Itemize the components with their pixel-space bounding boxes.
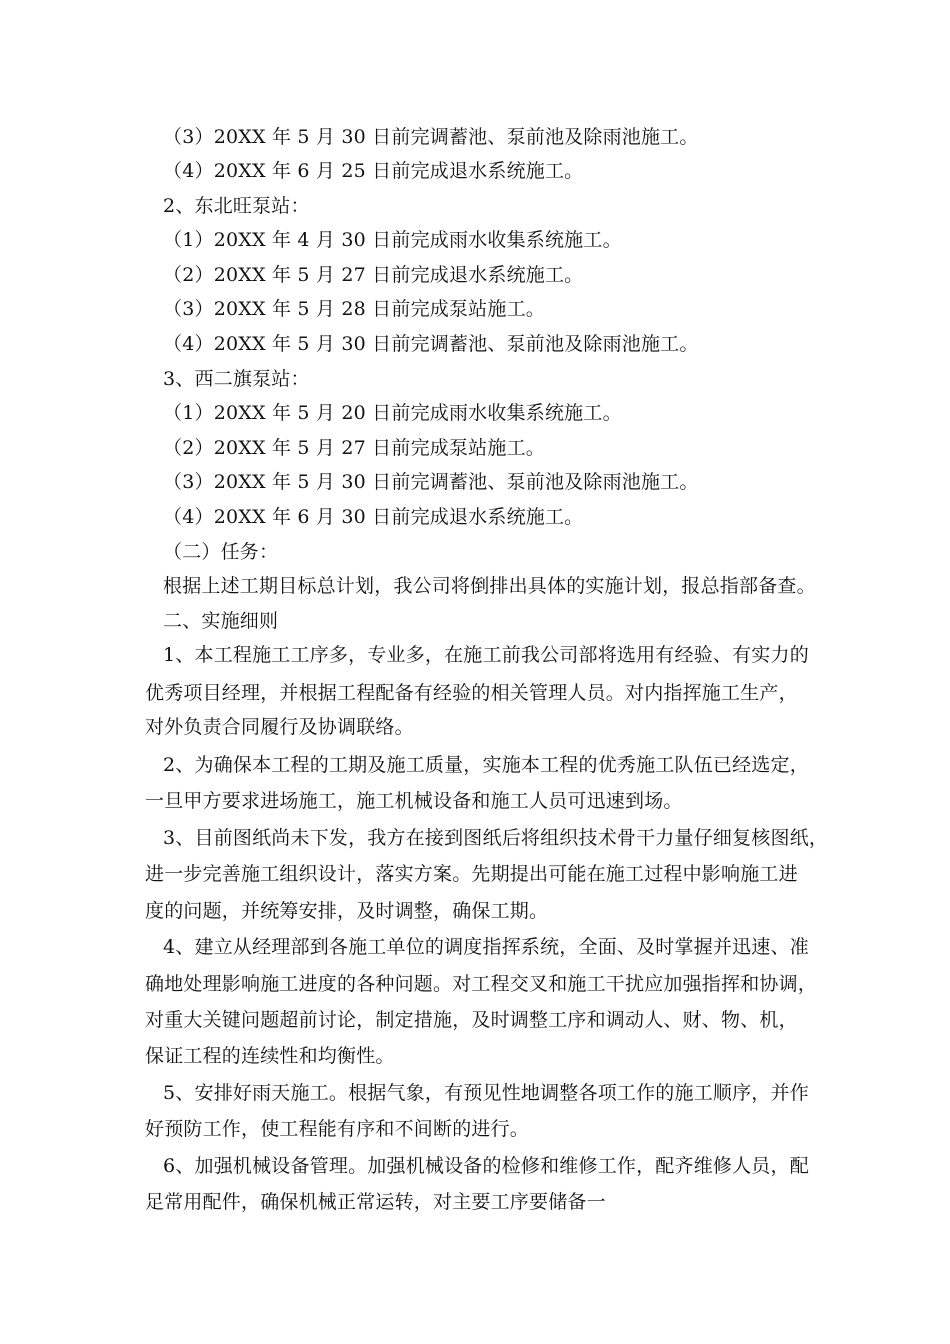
paragraph-line: 6、加强机械设备管理。加强机械设备的检修和维修工作，配齐维修人员，配 — [163, 1155, 809, 1177]
paragraph-line: 根据上述工期目标总计划，我公司将倒排出具体的实施计划，报总指部备查。 — [163, 575, 816, 597]
paragraph-line: 优秀项目经理，并根据工程配备有经验的相关管理人员。对内指挥施工生产， — [145, 682, 798, 704]
paragraph-line: 保证工程的连续性和均衡性。 — [145, 1045, 395, 1067]
paragraph-line: 确地处理影响施工进度的各种问题。对工程交叉和施工干扰应加强指挥和协调， — [145, 973, 818, 995]
schedule-item: （4）20XX 年 5 月 30 日前完调蓄池、泵前池及除雨池施工。 — [163, 333, 699, 355]
section-heading: （二）任务： — [163, 541, 279, 563]
schedule-item: （3）20XX 年 5 月 30 日前完调蓄池、泵前池及除雨池施工。 — [163, 471, 699, 493]
paragraph-line: 足常用配件，确保机械正常运转，对主要工序要储备一 — [145, 1191, 606, 1213]
schedule-item: （2）20XX 年 5 月 27 日前完成退水系统施工。 — [163, 264, 584, 286]
paragraph-line: 1、本工程施工工序多，专业多，在施工前我公司部将选用有经验、有实力的 — [163, 644, 809, 666]
paragraph-line: 对重大关键问题超前讨论，制定措施，及时调整工序和调动人、财、物、机， — [145, 1009, 798, 1031]
paragraph-line: 对外负责合同履行及协调联络。 — [145, 716, 414, 738]
paragraph-line: 一旦甲方要求进场施工，施工机械设备和施工人员可迅速到场。 — [145, 790, 683, 812]
schedule-item: （4）20XX 年 6 月 30 日前完成退水系统施工。 — [163, 506, 584, 528]
section-heading: 2、东北旺泵站： — [163, 195, 310, 217]
paragraph-line: 进一步完善施工组织设计，落实方案。先期提出可能在施工过程中影响施工进 — [145, 863, 798, 885]
schedule-item: （4）20XX 年 6 月 25 日前完成退水系统施工。 — [163, 160, 584, 182]
schedule-item: （3）20XX 年 5 月 28 日前完成泵站施工。 — [163, 298, 545, 320]
paragraph-line: 5、安排好雨天施工。根据气象，有预见性地调整各项工作的施工顺序，并作 — [163, 1082, 809, 1104]
schedule-item: （1）20XX 年 4 月 30 日前完成雨水收集系统施工。 — [163, 229, 622, 251]
paragraph-line: 2、为确保本工程的工期及施工质量，实施本工程的优秀施工队伍已经选定， — [163, 754, 809, 776]
paragraph-line: 好预防工作，使工程能有序和不间断的进行。 — [145, 1118, 530, 1140]
paragraph-line: 度的问题，并统筹安排，及时调整，确保工期。 — [145, 900, 549, 922]
section-heading: 3、西二旗泵站： — [163, 368, 310, 390]
paragraph-line: 3、目前图纸尚未下发，我方在接到图纸后将组织技术骨干力量仔细复核图纸， — [163, 827, 829, 849]
paragraph-line: 4、建立从经理部到各施工单位的调度指挥系统，全面、及时掌握并迅速、准 — [163, 936, 809, 958]
section-heading: 二、实施细则 — [163, 610, 279, 632]
schedule-item: （2）20XX 年 5 月 27 日前完成泵站施工。 — [163, 437, 545, 459]
schedule-item: （1）20XX 年 5 月 20 日前完成雨水收集系统施工。 — [163, 402, 622, 424]
schedule-item: （3）20XX 年 5 月 30 日前完调蓄池、泵前池及除雨池施工。 — [163, 126, 699, 148]
